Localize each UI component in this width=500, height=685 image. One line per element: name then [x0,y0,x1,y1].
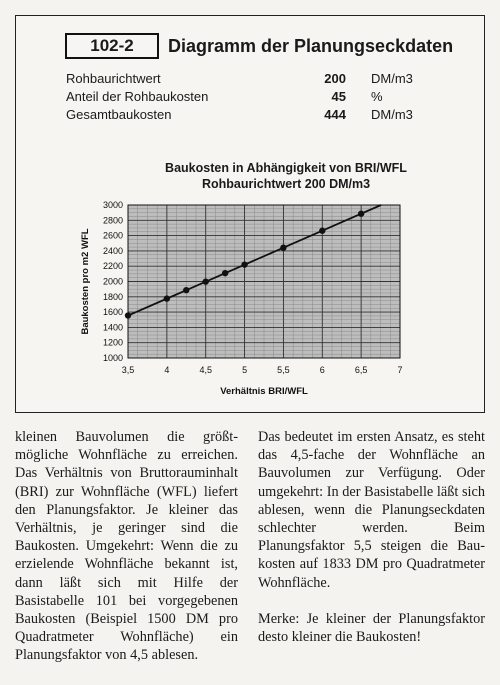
kv-value: 444 [324,107,346,122]
text-column-right [258,428,485,664]
x-tick-label: 6,5 [354,365,368,375]
data-point [319,228,325,234]
y-tick-label: 1800 [102,291,123,302]
kv-value: 200 [324,71,346,86]
y-tick-label: 1400 [102,322,123,333]
y-tick-label: 2000 [102,276,123,287]
y-axis-title: Baukosten pro m2 WFL [80,228,91,335]
data-point [280,244,286,250]
kv-label: Anteil der Rohbaukosten [66,89,209,104]
kv-unit: % [371,89,383,104]
y-tick-label: 3000 [102,200,123,210]
x-tick-label: 7 [397,365,403,375]
data-point [358,211,364,217]
y-tick-label: 1000 [102,353,123,363]
figure-title: Diagramm der Planungseckdaten [168,36,454,56]
data-point [241,261,247,267]
x-axis-title: Verhältnis BRI/WFL [220,386,308,397]
figure-box [15,15,485,413]
figure-label: 102-2 [65,33,159,59]
chart-svg [16,16,484,412]
y-tick-label: 1600 [102,307,123,318]
x-tick-label: 4,5 [199,365,212,375]
data-point [125,312,131,318]
x-tick-label: 4 [164,365,170,375]
y-tick-label: 2200 [102,261,123,272]
kv-label: Rohbaurichtwert [66,71,161,86]
data-point [164,295,170,301]
data-point [183,287,189,293]
kv-value: 45 [331,89,346,104]
paragraph: Das bedeutet im ersten Ansatz, es steht das 4,5-fache der Wohnfläche an Bauvolumen zur Verfügung. Oder umgekehrt: In der Basistabelle läßt sich ablesen, wenn die Planungseckdaten schlechter werden. Beim Planungsfaktor 5,5 steigen die Baukosten auf 1833 DM pro Quadratmeter Wohnfläche. [258,429,485,591]
kv-label: Gesamtbaukosten [66,107,172,122]
data-point [222,270,228,276]
x-tick-label: 6 [319,365,325,375]
y-tick-label: 2400 [102,245,123,256]
kv-unit: DM/m3 [371,107,413,122]
x-tick-label: 5,5 [277,365,290,375]
y-tick-label: 2600 [102,230,123,241]
y-tick-label: 1200 [102,337,123,348]
data-point [203,278,209,284]
chart-title: Baukosten in Abhängigkeit von BRI/WFL [165,161,407,175]
kv-unit: DM/m3 [371,71,413,86]
text-column-left [15,428,238,683]
y-tick-label: 2800 [102,215,123,226]
x-tick-label: 3,5 [121,365,135,375]
chart-subtitle: Rohbaurichtwert 200 DM/m3 [201,177,371,191]
paragraph: Merke: Je kleiner der Planungsfaktor desto kleiner die Baukosten! [258,610,485,646]
paragraph: kleinen Bauvolumen die größtmögliche Wohnfläche zu erreichen. Das Verhältnis von Bruttorauminhalt (BRI) zur Wohnfläche (WFL) liefert den Planungsfaktor. Je kleiner das Verhältnis, je geringer sind die Baukosten. Umgekehrt: Wenn die zu erzielende Wohnfläche bekannt ist, dann läßt sich mit Hilfe der Basistabelle 101 bei vorgegebenen Baukosten (Beispiel 1500 DM pro Quadratmeter Wohnfläche) ein Planungsfaktor von 4,5 ablesen. [15,429,238,664]
x-tick-label: 5 [242,365,248,375]
